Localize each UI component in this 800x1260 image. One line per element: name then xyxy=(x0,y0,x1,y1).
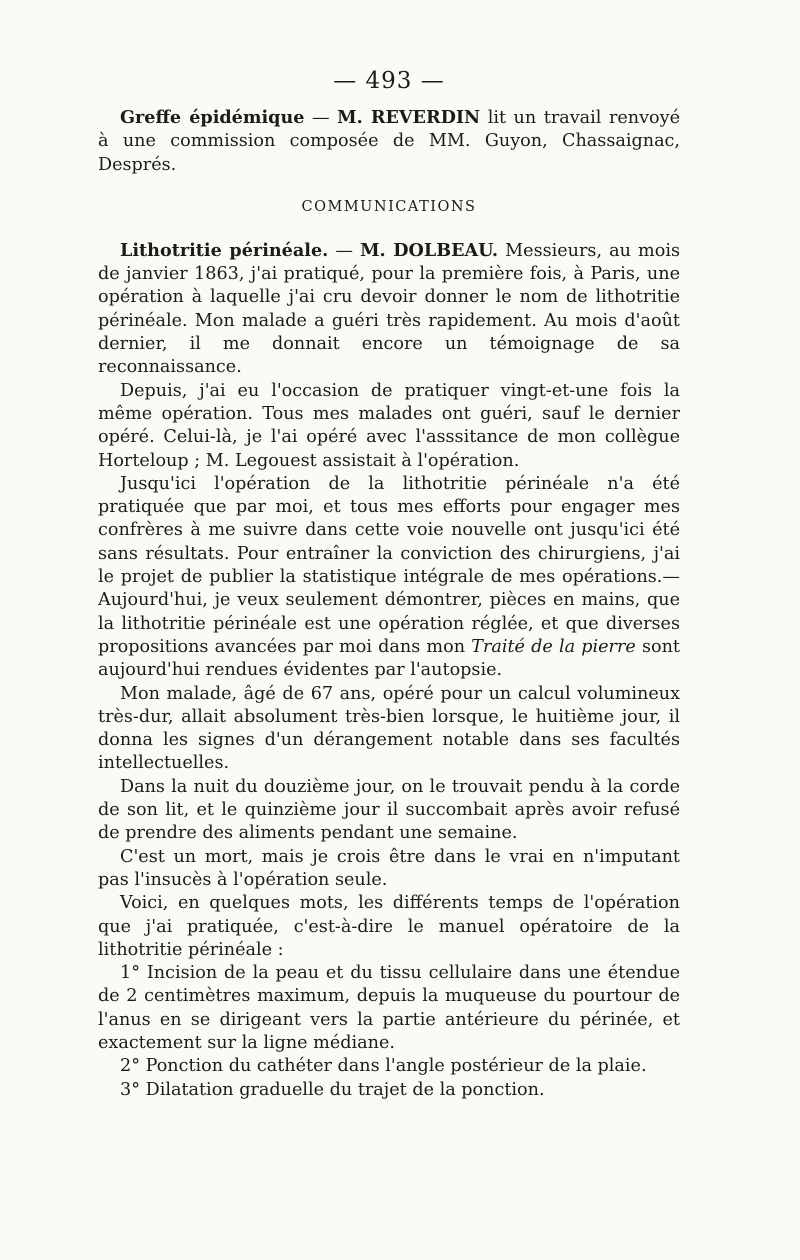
paragraph-greffe xyxy=(98,106,680,177)
paragraph-cest-un-mort: C'est un mort, mais je crois être dans le vrai en n'imputant pas l'insucès à l'opération seule. xyxy=(98,846,680,890)
greffe-heading: Greffe épidémique xyxy=(120,107,305,128)
paragraph-step-3: 3° Dilatation graduelle du trajet de la ponction. xyxy=(120,1079,545,1100)
paragraph-step-1: 1° Incision de la peau et du tissu cellulaire dans une étendue de 2 centimètres maximum, depuis la muqueuse du pourtour de l'anus en se dirigeant vers la partie antérieure du périnée, et exactement sur la ligne médiane. xyxy=(98,963,680,1053)
greffe-author: M. REVERDIN xyxy=(337,107,481,128)
lithotritie-heading: Lithotritie périnéale. xyxy=(120,239,329,261)
page-number: — 493 — xyxy=(333,68,445,94)
paragraph-jusquici xyxy=(98,473,680,683)
paragraph-mon-malade: Mon malade, âgé de 67 ans, opéré pour un calcul volumineux très-dur, allait absolument très-bien lorsque, le huitième jour, il donna les signes d'un dérangement notable dans ses facultés intellectuelles. xyxy=(98,683,680,774)
section-heading-communications: COMMUNICATIONS xyxy=(301,198,477,215)
paragraph-depuis: Depuis, j'ai eu l'occasion de pratiquer vingt-et-une fois la même opération. Tous mes malades ont guéri, sauf le dernier opéré. Celui-là, je l'ai opéré avec l'asssitance de mon collègue Horteloup ; M. Legouest assistait à l'opération. xyxy=(98,380,680,471)
lithotritie-dash: — xyxy=(328,240,361,261)
greffe-dash: — xyxy=(304,108,338,128)
traite-title: Traité de la pierre xyxy=(471,636,636,657)
paragraph-dans-la-nuit: Dans la nuit du douzième jour, on le trouvait pendu à la corde de son lit, et le quinzième jour il succombait après avoir refusé de prendre des aliments pendant une semaine. xyxy=(98,776,680,844)
paragraph-lithotritie xyxy=(98,239,680,380)
jusquici-text-after: sont aujourd'hui rendues évidentes par l'autopsie. xyxy=(98,636,680,681)
page-text-block xyxy=(98,66,680,1102)
greffe-text: lit un travail renvoyé à une commission composée de MM. Guyon, Chassaignac, Després. xyxy=(98,108,681,175)
lithotritie-text: Messieurs, au mois de janvier 1863, j'ai pratiqué, pour la première fois, à Paris, une opération à laquelle j'ai cru devoir donner le nom de lithotritie périnéale. Mon malade a guéri très rapidement. Au mois d'août dernier, il me donnait encore un témoignage de sa reconnaissance. xyxy=(98,240,680,378)
lithotritie-author: M. DOLBEAU. xyxy=(360,239,499,261)
paragraph-voici: Voici, en quelques mots, les différents temps de l'opération que j'ai pratiquée, c'est-à-dire le manuel opératoire de la lithotritie périnéale : xyxy=(98,893,680,960)
paragraph-step-2: 2° Ponction du cathéter dans l'angle postérieur de la plaie. xyxy=(120,1056,647,1077)
jusquici-text-before: Jusqu'ici l'opération de la lithotritie périnéale n'a été pratiquée que par moi, et tous mes efforts pour engager mes confrères à me suivre dans cette voie nouvelle ont jusqu'ici été sans résultats. Pour entraîner la conviction des chirurgiens, j'ai le projet de publier la statistique intégrale de mes opérations.—Aujourd'hui, je veux seulement démontrer, pièces en mains, que la lithotritie périnéale est une opération réglée, et que diverses propositions avancées par moi dans mon xyxy=(98,473,680,657)
